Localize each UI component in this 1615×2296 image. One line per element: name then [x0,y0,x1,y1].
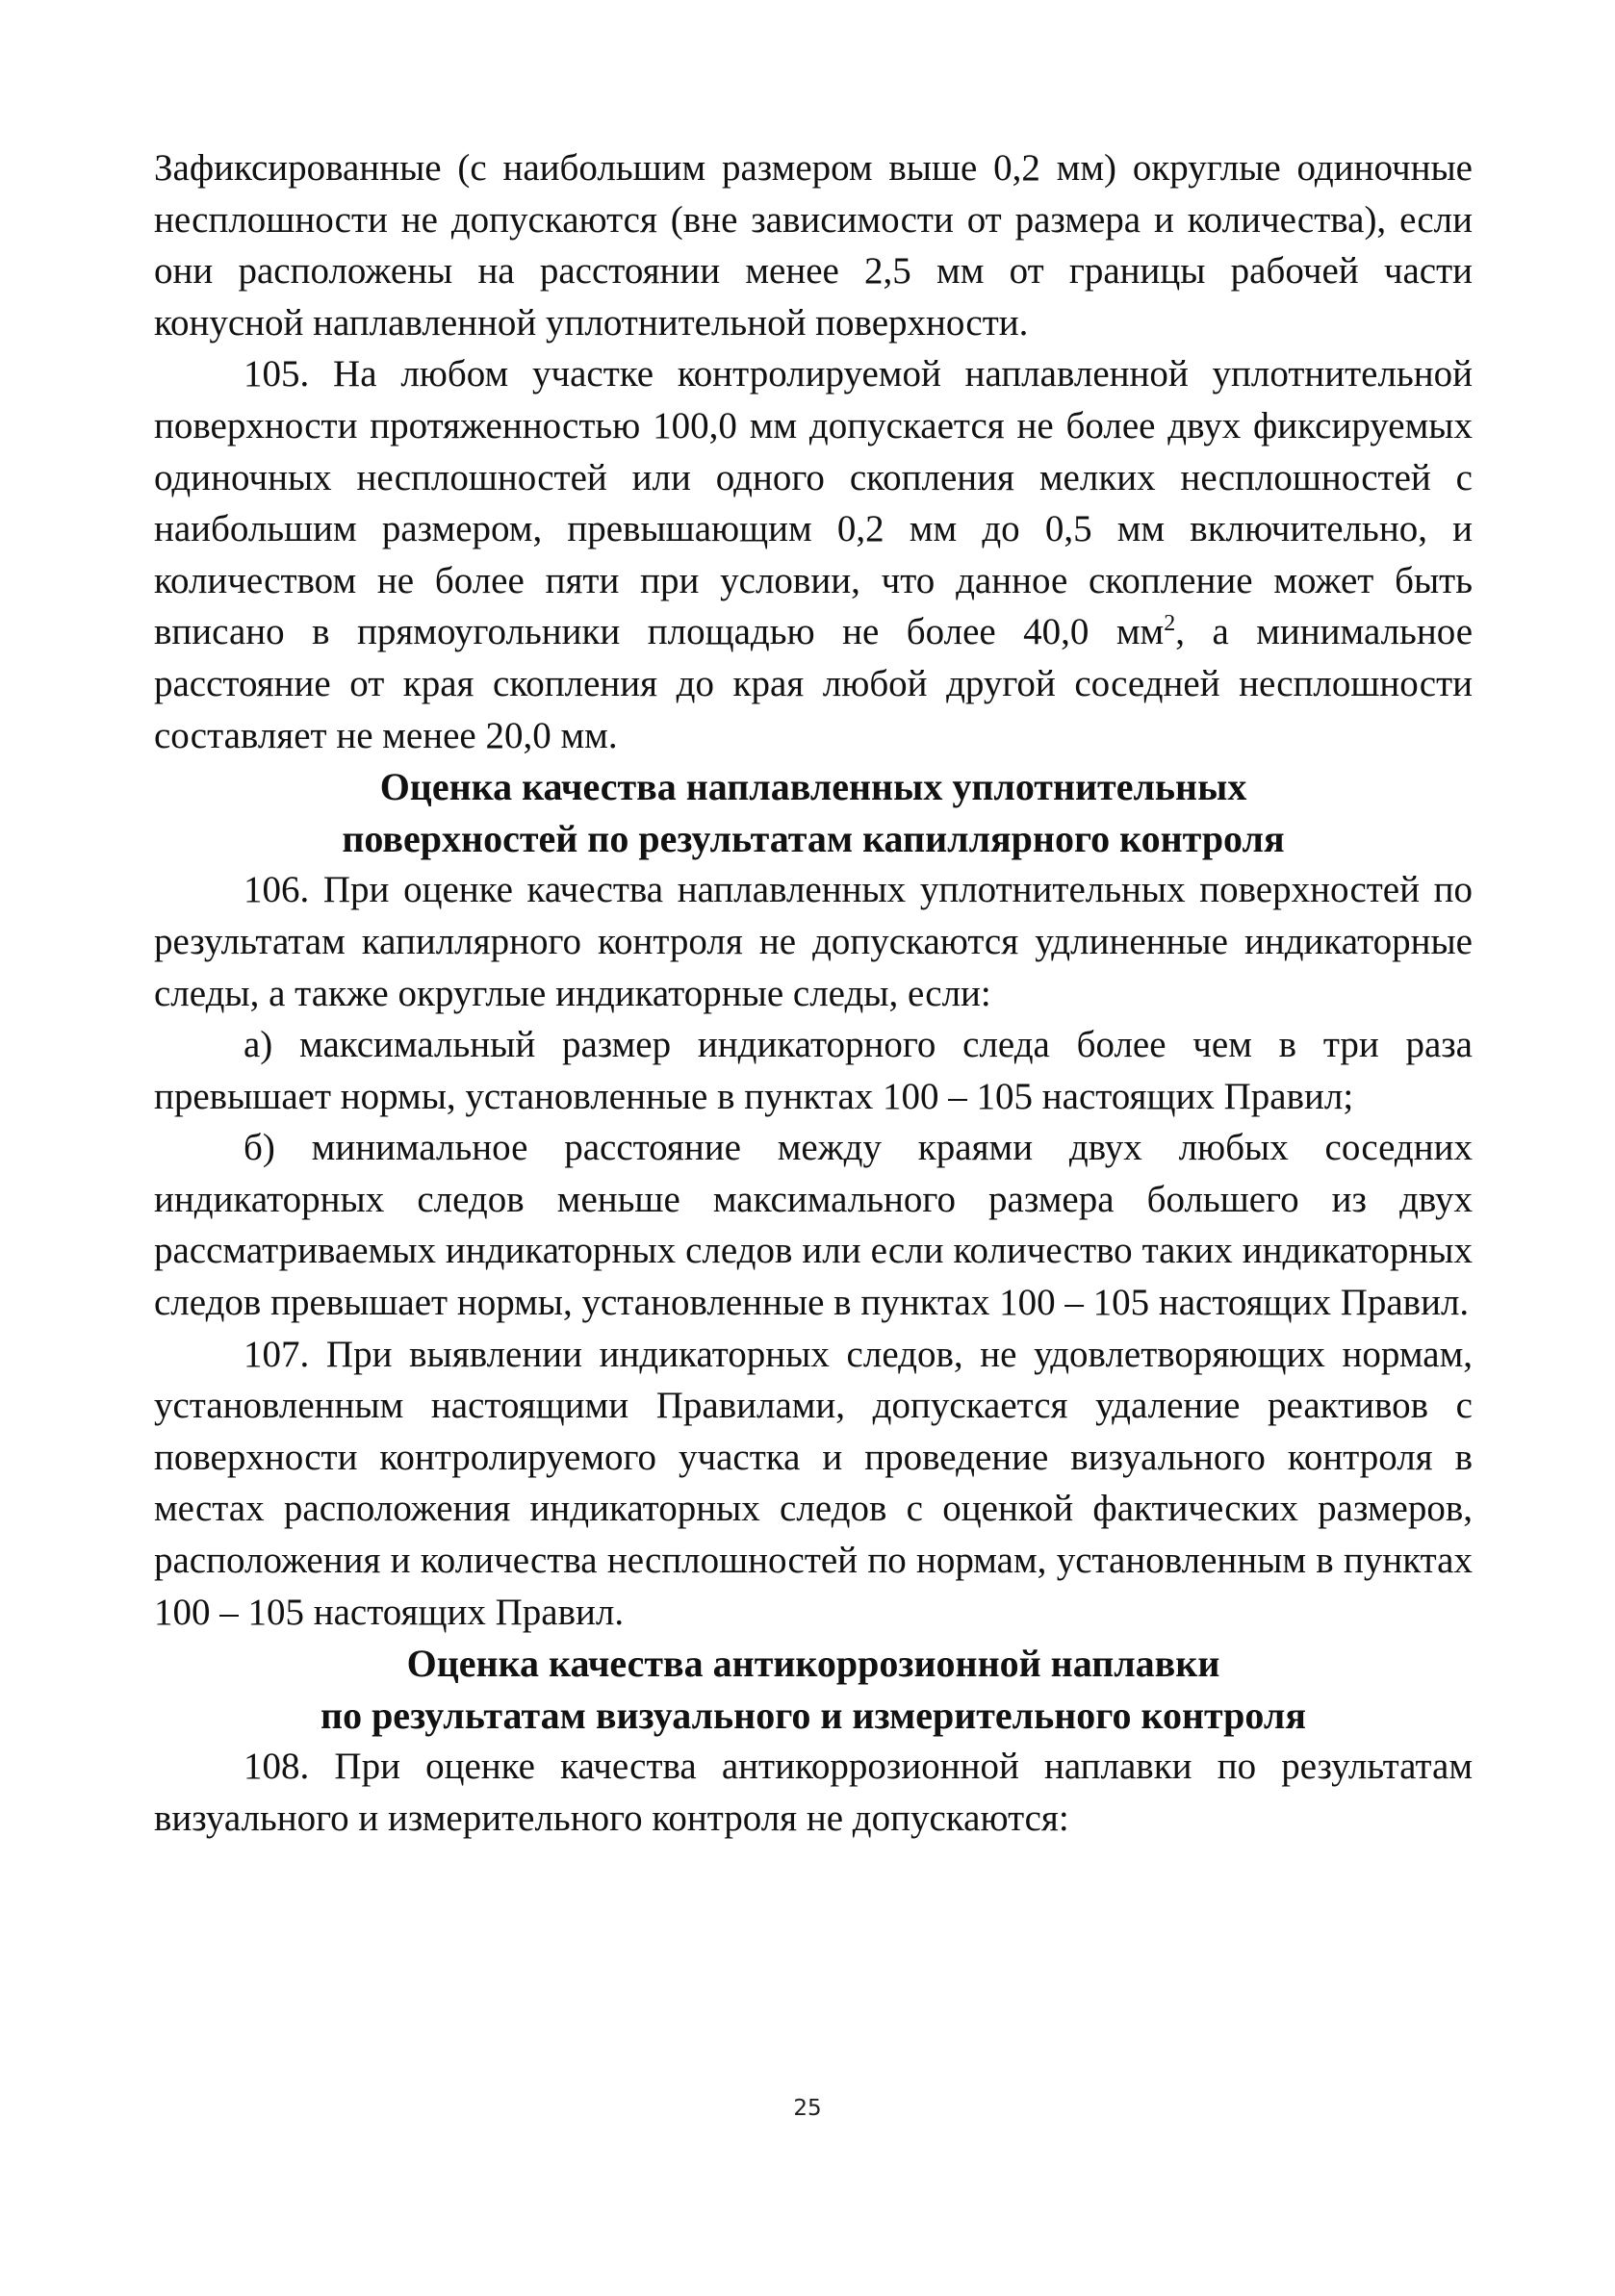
paragraph-108: 108. При оценке качества антикоррозионной наплавки по результатам визуального и измерительного контроля не допускаются: [154,1746,1473,1839]
section-heading-anticorrosion [154,1638,1473,1741]
heading-line: по результатам визуального и измерительного контроля [320,1693,1306,1737]
superscript-2: 2 [1164,611,1176,637]
paragraph-105 [154,348,1473,761]
paragraph-104-continuation: Зафиксированные (с наибольшим размером выше 0,2 мм) округлые одиночные несплошности не допускаются (вне зависимости от размера и количества), если они расположены на расстоянии менее 2,5 мм от границы рабочей части конусной наплавленной уплотнительной поверхности. [154,147,1473,344]
heading-line: Оценка качества наплавленных уплотнительных [379,765,1247,809]
paragraph-106: 106. При оценке качества наплавленных уплотнительных поверхностей по результатам капиллярного контроля не допускаются удлиненные индикаторные следы, а также округлые индикаторные следы, если: [154,869,1473,1014]
heading-line: Оценка качества антикоррозионной наплавки [406,1642,1220,1686]
page-body [154,142,1473,1845]
paragraph-105-text-a: 105. На любом участке контролируемой наплавленной уплотнительной поверхности протяженностью 100,0 мм допускается не более двух фиксируемых одиночных несплошностей или одного скопления мелких несплошностей с наибольшим размером, превышающим 0,2 мм до 0,5 мм включительно, и количеством не более пяти при условии, что данное скопление может быть вписано в прямоугольники площадью не более 40,0 мм [154,353,1473,653]
paragraph-105-text-b: , а минимальное расстояние от края скопления до края любой другой соседней несплошности составляет не менее 20,0 мм. [154,611,1473,756]
page-number: 25 [793,2096,822,2121]
section-heading-capillary [154,761,1473,864]
heading-line: поверхностей по результатам капиллярного контроля [342,816,1285,860]
paragraph-107: 107. При выявлении индикаторных следов, не удовлетворяющих нормам, установленным настоящими Правилами, допускается удаление реактивов с поверхности контролируемого участка и проведение визуального контроля в местах расположения индикаторных следов с оценкой фактических размеров, расположения и количества несплошностей по нормам, установленным в пунктах 100 – 105 настоящих Правил. [154,1333,1473,1633]
paragraph-106-item-a: а) максимальный размер индикаторного следа более чем в три раза превышает нормы, установленные в пунктах 100 – 105 настоящих Правил; [154,1024,1473,1117]
paragraph-106-item-b: б) минимальное расстояние между краями двух любых соседних индикаторных следов меньше максимального размера большего из двух рассматриваемых индикаторных следов или если количество таких индикаторных следов превышает нормы, установленные в пунктах 100 – 105 настоящих Правил. [154,1127,1473,1324]
